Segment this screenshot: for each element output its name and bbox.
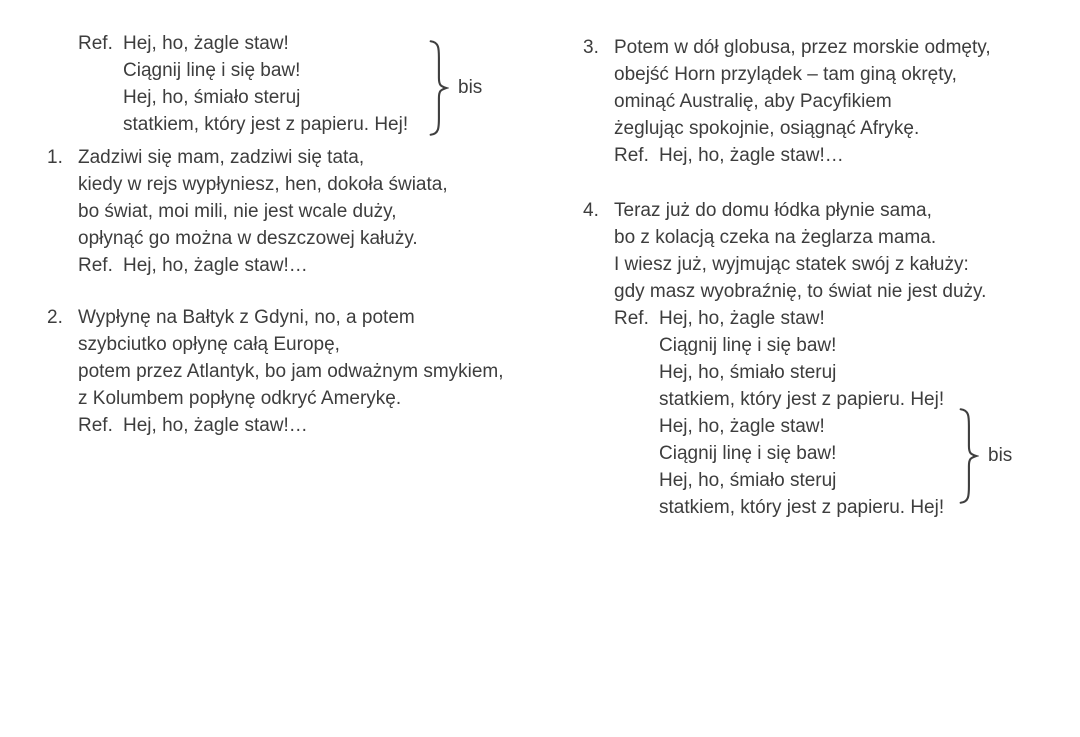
refrain-row — [614, 305, 1053, 521]
refrain-label: Ref. — [78, 255, 113, 276]
refrain-reference-text: Hej, ho, żagle staw!… — [659, 145, 844, 166]
lyric-line: Wypłynę na Bałtyk z Gdyni, no, a potem — [78, 307, 415, 328]
lyric-line: szybciutko opłynę całą Europę, — [78, 334, 340, 355]
lyric-line: statkiem, który jest z papieru. Hej! — [659, 389, 945, 410]
left-column — [47, 30, 547, 439]
lyric-line: obejść Horn przylądek – tam giną okręty, — [614, 64, 957, 85]
lyric-line: bo z kolacją czeka na żeglarza mama. — [614, 227, 937, 248]
lyric-line: I wiesz już, wyjmując statek swój z kałuży: — [614, 254, 969, 275]
refrain-reference-text: Hej, ho, żagle staw!… — [123, 415, 308, 436]
verse-number: 4. — [583, 200, 599, 221]
lyric-line: statkiem, który jest z papieru. Hej! — [123, 114, 409, 135]
lyric-line: żeglując spokojnie, osiągnąć Afrykę. — [614, 118, 920, 139]
repeat-brace-icon — [957, 404, 979, 508]
refrain-row — [78, 30, 547, 138]
lyric-line: kiedy w rejs wypłyniesz, hen, dokoła świata, — [78, 174, 448, 195]
refrain-reference-text: Hej, ho, żagle staw!… — [123, 255, 308, 276]
right-column — [583, 34, 1053, 521]
lyric-line: Zadziwi się mam, zadziwi się tata, — [78, 147, 365, 168]
refrain-label: Ref. — [78, 415, 113, 436]
refrain-reference-row — [614, 142, 1053, 169]
verse-number: 3. — [583, 37, 599, 58]
refrain-lines — [659, 305, 1053, 521]
refrain-label: Ref. — [614, 145, 649, 166]
verse-4-block — [583, 197, 1053, 521]
lyric-line: Potem w dół globusa, przez morskie odmęty, — [614, 37, 991, 58]
refrain-reference-row — [78, 412, 547, 439]
lyric-line: Teraz już do domu łódka płynie sama, — [614, 200, 932, 221]
lyric-line: gdy masz wyobraźnię, to świat nie jest duży. — [614, 281, 987, 302]
refrain-reference-row — [78, 252, 547, 279]
intro-refrain-block — [47, 30, 547, 138]
refrain-lines — [123, 30, 547, 138]
lyric-line: Hej, ho, żagle staw! — [659, 416, 825, 437]
lyric-line: bo świat, moi mili, nie jest wcale duży, — [78, 201, 397, 222]
refrain-label: Ref. — [78, 33, 113, 54]
lyric-line: Ciągnij linę i się baw! — [123, 60, 301, 81]
lyric-line: Hej, ho, żagle staw! — [123, 33, 289, 54]
lyric-line: Hej, ho, śmiało steruj — [659, 470, 837, 491]
bis-repeat-marker — [427, 37, 482, 139]
bis-repeat-marker — [957, 404, 1012, 508]
lyric-line: Hej, ho, śmiało steruj — [659, 362, 837, 383]
lyric-line: ominąć Australię, aby Pacyfikiem — [614, 91, 892, 112]
lyric-line: statkiem, który jest z papieru. Hej! — [659, 497, 945, 518]
refrain-label: Ref. — [614, 308, 649, 329]
verse-number: 1. — [47, 147, 63, 168]
lyric-line: Ciągnij linę i się baw! — [659, 335, 837, 356]
bis-label: bis — [988, 445, 1013, 466]
lyric-line: potem przez Atlantyk, bo jam odważnym smykiem, — [78, 361, 504, 382]
verse-3-block — [583, 34, 1053, 169]
verse-number: 2. — [47, 307, 63, 328]
repeat-brace-icon — [427, 37, 449, 139]
lyric-line: opłynąć go można w deszczowej kałuży. — [78, 228, 418, 249]
bis-label: bis — [458, 77, 483, 98]
lyric-line: Hej, ho, śmiało steruj — [123, 87, 301, 108]
verse-2-block — [47, 304, 547, 439]
lyric-line: Ciągnij linę i się baw! — [659, 443, 837, 464]
lyric-line: Hej, ho, żagle staw! — [659, 308, 825, 329]
lyric-line: z Kolumbem popłynę odkryć Amerykę. — [78, 388, 402, 409]
verse-1-block — [47, 144, 547, 279]
